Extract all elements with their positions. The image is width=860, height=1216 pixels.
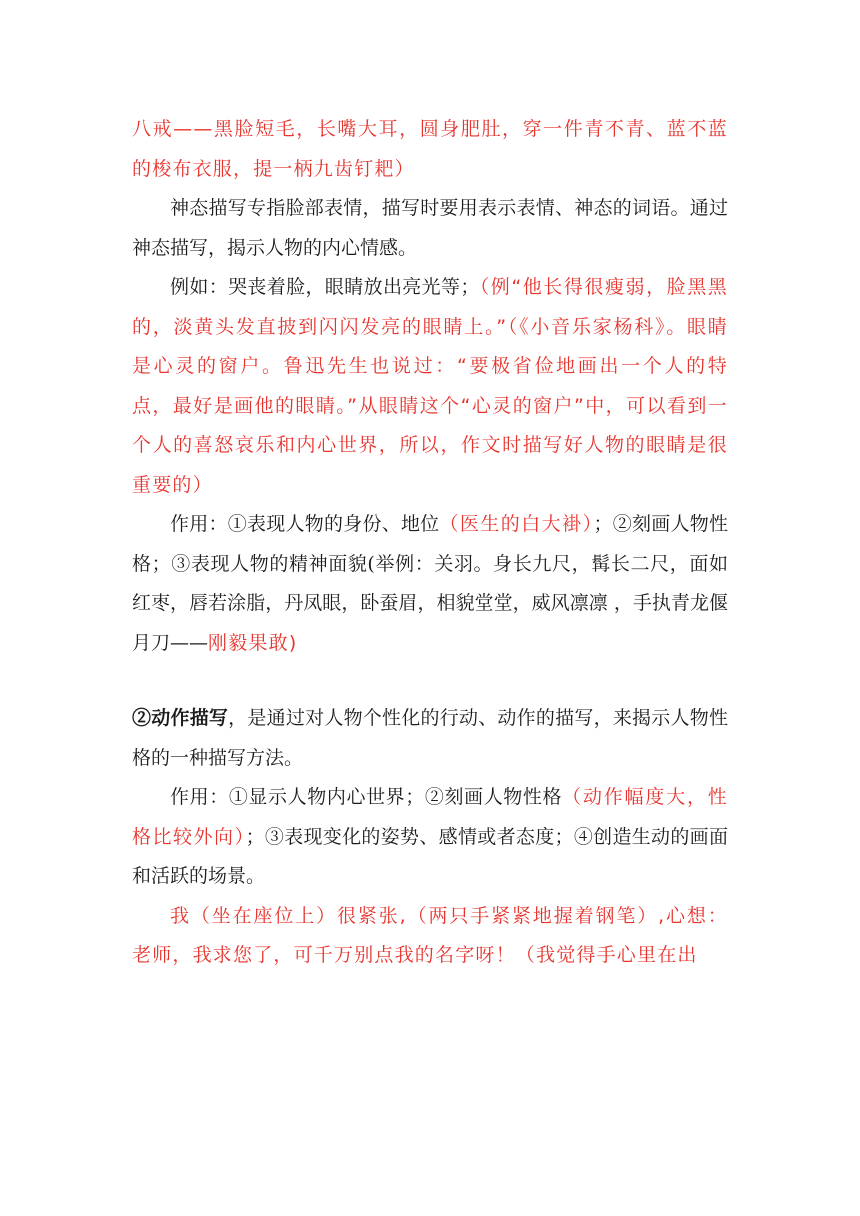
example-text-red: 八戒——黑脸短毛，长嘴大耳，圆身肥肚，穿一件青不青、蓝不蓝的梭布衣服，提一柄九齿钉耙） [132, 118, 728, 180]
section-spacer [132, 663, 728, 699]
paragraph-expression-definition: 神态描写专指脸部表情，描写时要用表示表情、神态的词语。通过神态描写，揭示人物的内心情感。 [132, 197, 728, 259]
paragraph-action-example [132, 897, 728, 976]
definition-text: ，是通过对人物个性化的行动、动作的描写，来揭示人物性格的一种描写方法。 [132, 707, 728, 769]
paragraph-action-function [132, 778, 728, 897]
example-text-red: （例“他长得很瘦弱，脸黑黑的，淡黄头发直披到闪闪发亮的眼睛上。”（《小音乐家杨科》。眼睛是心灵的窗户。鲁迅先生也说过：“要极省俭地画出一个人的特点，最好是画他的眼睛。”从眼睛这个“心灵的窗户”中，可以看到一个人的喜怒哀乐和内心世界，所以，作文时描写好人物的眼睛是很重要的） [132, 276, 728, 496]
function-text: ；②刻画人物性格；③表现人物的精神面貌(举例：关羽。身长九尺，髯长二尺，面如红枣，唇若涂脂，丹凤眼，卧蚕眉，相貌堂堂，威风凛凛 ，手执青龙偃月刀—— [132, 513, 728, 654]
example-text-red: （动作幅度大，性格比较外向） [132, 786, 728, 848]
paragraph-bajie-description [132, 110, 728, 189]
section-heading: ②动作描写 [132, 707, 229, 729]
function-text: 作用：①显示人物内心世界；②刻画人物性格 [170, 786, 563, 808]
function-text: 作用：①表现人物的身份、地位 [170, 513, 440, 535]
function-text: ；③表现变化的姿势、感情或者态度；④创造生动的画面和活跃的场景。 [132, 825, 728, 887]
paragraph-expression-example [132, 268, 728, 505]
paragraph-action-description-heading [132, 699, 728, 778]
document-page [132, 110, 728, 976]
example-text-red: 我（坐在座位上）很紧张,（两只手紧紧地握着钢笔）,心想：老师，我求您了，可千万别点我的名字呀！（我觉得手心里在出 [132, 904, 728, 966]
paragraph-appearance-function [132, 505, 728, 663]
example-text-red: （医生的白大褂） [439, 513, 594, 535]
example-intro: 例如：哭丧着脸，眼睛放出亮光等； [170, 276, 480, 298]
example-text-red: 刚毅果敢) [208, 631, 298, 654]
